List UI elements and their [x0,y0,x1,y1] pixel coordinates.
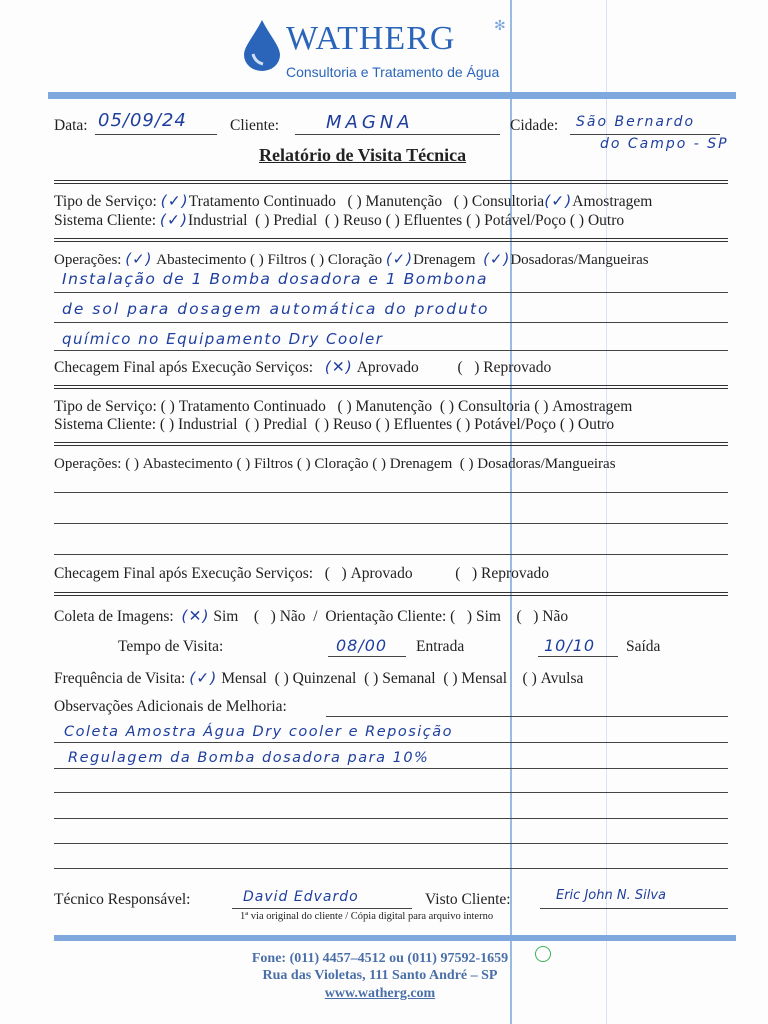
orientacao-sim: Sim [475,608,501,625]
line [54,768,728,769]
ops-label: Operações: [54,252,122,268]
check-mark-icon[interactable]: (✓) [189,669,218,687]
final-label: Checagem Final após Execução Serviços: [54,359,314,376]
opt-industrial: Industrial [177,416,238,433]
opt-filtros: Filtros [267,252,307,268]
final-label: Checagem Final após Execução Serviços: [54,565,314,582]
divider [54,592,728,596]
opt-efluentes: Efluentes [403,212,463,229]
obs-label: Observações Adicionais de Melhoria: [54,698,287,715]
opt-consultoria: Consultoria [471,193,545,210]
date-label: Data: [54,117,88,134]
coleta-nao: Não [279,608,306,625]
opt-predial: Predial [273,212,318,229]
saida-label: Saída [626,638,661,655]
notes-line-3[interactable]: químico no Equipamento Dry Cooler [62,330,384,348]
opt-drenagem: Drenagem [413,252,476,268]
line [54,818,728,819]
divider [54,180,728,184]
aprovado: Aprovado [350,565,413,582]
opt-consultoria: Consultoria [457,398,531,415]
sistema-row-1: Sistema Cliente: (✓)Industrial ( ) Predial ( ) Reuso ( ) Efluentes ( ) Potável/Poço ( ) Outro [54,211,625,229]
opt-outro: Outro [577,416,615,433]
ops-row-2: Operações: ( ) Abastecimento ( ) Filtros ( ) Cloração ( ) Drenagem ( ) Dosadoras/Mangueiras [54,456,616,472]
servico-label: Tipo de Serviço: [54,193,157,210]
city-label: Cidade: [510,117,559,134]
scan-fold-line [510,0,512,1024]
opt-tratamento: Tratamento Continuado [188,193,336,210]
opt-abastecimento: Abastecimento [142,456,233,472]
tecnico-signature[interactable]: David Edvardo [243,889,359,905]
line [54,843,728,844]
sparkle-icon: ✻ [494,19,506,34]
opt-cloracao: Cloração [327,252,383,268]
line [54,292,728,293]
reprovado: Reprovado [483,359,552,376]
ops-row-1: Operações: (✓) Abastecimento ( ) Filtros ( ) Cloração (✓)Drenagem (✓)Dosadoras/Mangueiras [54,250,649,268]
client-label: Cliente: [230,117,280,134]
date-value[interactable]: 05/09/24 [98,110,187,131]
check-mark-icon[interactable]: (✓) [385,250,414,268]
visto-signature[interactable]: Eric John N. Silva [556,888,666,903]
opt-potavel: Potável/Poço [484,212,566,229]
scan-fold-line-light [606,0,607,1024]
line [54,492,728,493]
line [54,792,728,793]
freq-avulsa: Avulsa [540,670,584,687]
servico-label: Tipo de Serviço: [54,398,157,415]
check-mark-icon[interactable]: (✓) [483,250,511,268]
line [54,742,728,743]
tempo-label: Tempo de Visita: [118,638,224,655]
freq-semanal: Semanal [382,670,436,687]
freq-mensal-2: Mensal [461,670,508,687]
divider [54,238,728,242]
check-x-icon[interactable]: (✕) [181,607,210,625]
check-mark-icon[interactable]: (✓) [160,192,189,210]
client-line [295,134,500,135]
line [326,716,728,717]
opt-industrial: Industrial [188,212,248,229]
check-x-icon[interactable]: (✕) [324,358,353,376]
opt-reuso: Reuso [342,212,382,229]
coleta-label: Coleta de Imagens: [54,608,174,625]
check-mark-icon[interactable]: (✓) [159,211,188,229]
final-row-2: Checagem Final após Execução Serviços: ( ) Aprovado ( ) Reprovado [54,565,550,582]
divider [54,442,728,446]
line [54,868,728,869]
coleta-sim: Sim [213,608,239,625]
opt-potavel: Potável/Poço [474,416,556,433]
city-value-1[interactable]: São Bernardo [576,114,696,130]
date-line [95,134,217,135]
reprovado: Reprovado [481,565,550,582]
freq-row: Frequência de Visita: (✓) Mensal ( ) Quinzenal ( ) Semanal ( ) Mensal ( ) Avulsa [54,669,584,687]
sistema-label: Sistema Cliente: [54,212,157,229]
line [538,656,618,657]
client-value[interactable]: MAGNA [326,112,414,133]
city-value-2[interactable]: do Campo - SP [600,136,729,152]
servico-row-1: Tipo de Serviço: (✓)Tratamento Continuado ( ) Manutenção ( ) Consultoria(✓)Amostragem [54,192,653,210]
sistema-label: Sistema Cliente: [54,416,157,433]
line [540,908,728,909]
entrada-value[interactable]: 08/00 [336,636,388,655]
freq-label: Frequência de Visita: [54,670,186,687]
saida-value[interactable]: 10/10 [544,636,596,655]
check-mark-icon[interactable]: (✓) [544,192,573,210]
report-title: Relatório de Visita Técnica [259,145,467,165]
header-band [48,92,736,99]
final-row-1: Checagem Final após Execução Serviços: (✕) Aprovado ( ) Reprovado [54,358,552,376]
footer-address: Rua das Violetas, 111 Santo André – SP [262,968,498,983]
brand-name: WATHERG [286,20,456,57]
tecnico-label: Técnico Responsável: [54,891,191,908]
sistema-row-2: Sistema Cliente: ( ) Industrial ( ) Predial ( ) Reuso ( ) Efluentes ( ) Potável/Poço ( ) Outro [54,416,615,433]
opt-predial: Predial [263,416,308,433]
opt-dosadoras: Dosadoras/Mangueiras [477,456,616,472]
opt-dosadoras: Dosadoras/Mangueiras [510,252,649,268]
check-mark-icon[interactable]: (✓) [125,250,153,268]
line [54,523,728,524]
opt-abastecimento: Abastecimento [156,252,247,268]
line [328,656,406,657]
opt-manutencao: Manutenção [355,398,433,415]
notes-line-2[interactable]: de sol para dosagem automática do produto [62,300,490,318]
ops-label: Operações: [54,456,122,472]
line [54,350,728,351]
opt-efluentes: Efluentes [393,416,453,433]
opt-outro: Outro [587,212,625,229]
line [232,908,412,909]
line [54,322,728,323]
obs-note-1[interactable]: Coleta Amostra Água Dry cooler e Reposição [64,724,454,740]
whatsapp-icon [535,946,551,962]
notes-line-1[interactable]: Instalação de 1 Bomba dosadora e 1 Bombona [62,270,488,288]
freq-mensal: Mensal [221,670,267,687]
opt-manutencao: Manutenção [365,193,443,210]
opt-drenagem: Drenagem [389,456,453,472]
water-drop-logo-icon [240,18,284,72]
opt-reuso: Reuso [332,416,372,433]
city-line [570,134,720,135]
aprovado: Aprovado [356,359,419,376]
coleta-row: Coleta de Imagens: (✕) Sim ( ) Não / Orientação Cliente: ( ) Sim ( ) Não [54,607,569,625]
opt-filtros: Filtros [253,456,294,472]
footer-website[interactable]: www.watherg.com [324,986,436,1001]
opt-cloracao: Cloração [314,456,369,472]
opt-tratamento: Tratamento Continuado [178,398,326,415]
visto-label: Visto Cliente: [425,891,511,908]
footer-band [54,935,736,941]
obs-note-2[interactable]: Regulagem da Bomba dosadora para 10% [68,750,430,766]
footer-phone: Fone: (011) 4457–4512 ou (011) 97592-1659 [251,951,509,966]
brand-tagline: Consultoria e Tratamento de Água [286,64,500,80]
freq-quinzenal: Quinzenal [292,670,357,687]
servico-row-2: Tipo de Serviço: ( ) Tratamento Continuado ( ) Manutenção ( ) Consultoria ( ) Amostragem [54,398,633,415]
orientacao-label: Orientação Cliente: [325,608,447,625]
entrada-label: Entrada [416,638,465,655]
opt-amostragem: Amostragem [552,398,633,415]
divider [54,385,728,389]
opt-amostragem: Amostragem [572,193,653,210]
line [54,554,728,555]
orientacao-nao: Não [542,608,569,625]
via-note: 1ª via original do cliente / Cópia digital para arquivo interno [240,911,494,922]
